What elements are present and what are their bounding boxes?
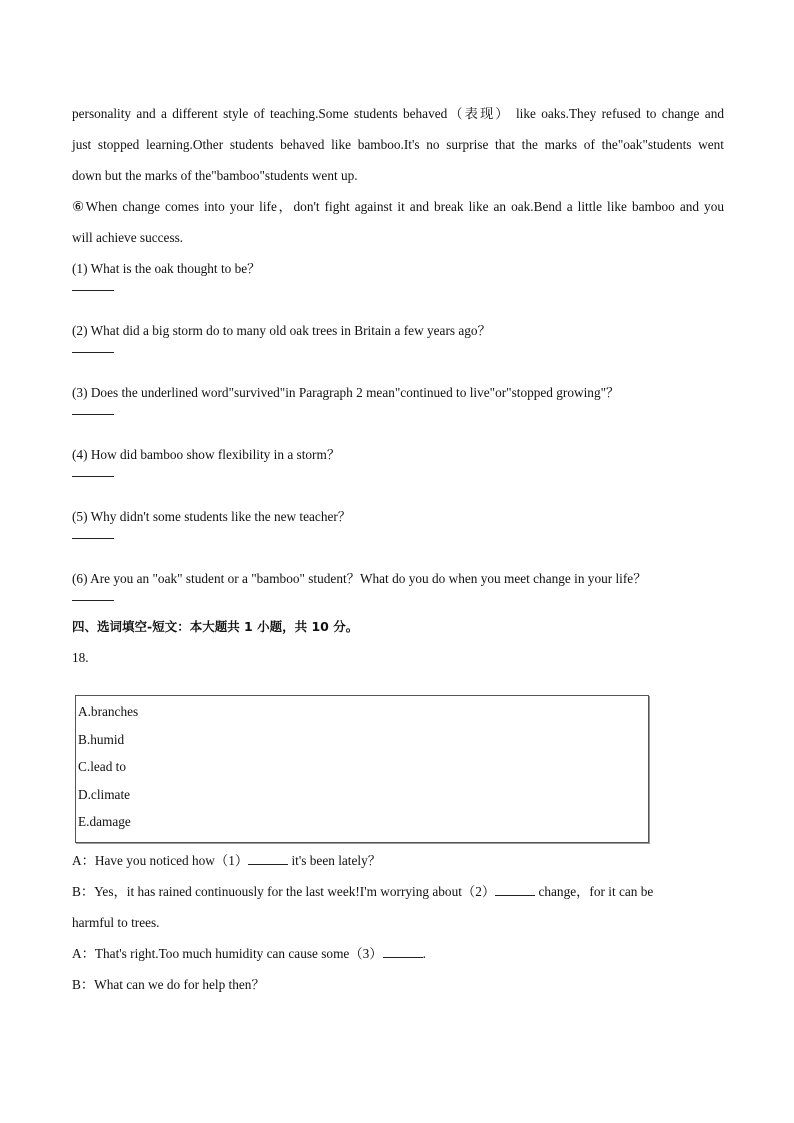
passage-line: will achieve success. [72,230,184,245]
dialogue-text: B：Yes，it has rained continuously for the last week!I'm worrying about（2） [72,883,496,899]
answer-blank-6[interactable] [72,600,114,601]
dialogue-line-4 [72,938,724,969]
answer-blank-2[interactable] [72,352,114,353]
dialogue-text: A：Have you noticed how（1） [72,852,249,868]
word-option-d: D.climate [78,786,131,802]
passage-line: just stopped learning.Other students behaved like bamboo.It's no surprise that the marks of the"oak"students went [72,137,724,152]
passage-line: ⑥When change comes into your life，don't fight against it and break like an oak.Bend a little like bamboo and you [72,199,724,214]
word-bank-box [75,695,649,843]
passage [72,98,724,253]
answer-blank-3[interactable] [72,414,114,415]
question-number: 18. [72,650,89,665]
section-heading: 四、选词填空-短文：本大题共 1 小题，共 10 分。 [72,619,359,634]
passage-line: down but the marks of the"bamboo"students went up. [72,168,358,183]
dialogue-line-1 [72,845,724,876]
question-4: (4) How did bamboo show flexibility in a storm？ [72,447,341,462]
answer-blank-5[interactable] [72,538,114,539]
word-option-b: B.humid [78,731,125,747]
question-2: (2) What did a big storm do to many old oak trees in Britain a few years ago？ [72,323,491,338]
question-5: (5) Why didn't some students like the new teacher？ [72,509,352,524]
answer-blank-4[interactable] [72,476,114,477]
answer-blank-1[interactable] [72,290,114,291]
fill-blank-1[interactable] [248,852,288,865]
question-6: (6) Are you an "oak" student or a "bamboo" student？What do you do when you meet change in your life？ [72,571,647,586]
question-3: (3) Does the underlined word"survived"in Paragraph 2 mean"continued to live"or"stopped growing"？ [72,385,620,400]
dialogue-text: it's been lately？ [288,852,382,868]
question-1: (1) What is the oak thought to be？ [72,261,261,276]
fill-blank-2[interactable] [495,883,535,896]
fill-blank-3[interactable] [383,945,423,958]
dialogue-line-2 [72,876,724,907]
dialogue-text: . [422,945,426,961]
passage-line: personality and a different style of teaching.Some students behaved（表现） like oaks.They refused to change and [72,106,724,121]
dialogue-text: A：That's right.Too much humidity can cause some（3） [72,945,383,961]
dialogue-line-3: harmful to trees. [72,914,160,930]
document-page [72,98,724,1000]
word-option-a: A.branches [78,704,139,719]
dialogue [72,845,724,1000]
dialogue-text: change，for it can be [535,883,654,899]
word-option-c: C.lead to [78,759,127,775]
word-option-e: E.damage [78,814,131,830]
question-list [72,253,724,601]
dialogue-line-5: B：What can we do for help then？ [72,976,265,992]
